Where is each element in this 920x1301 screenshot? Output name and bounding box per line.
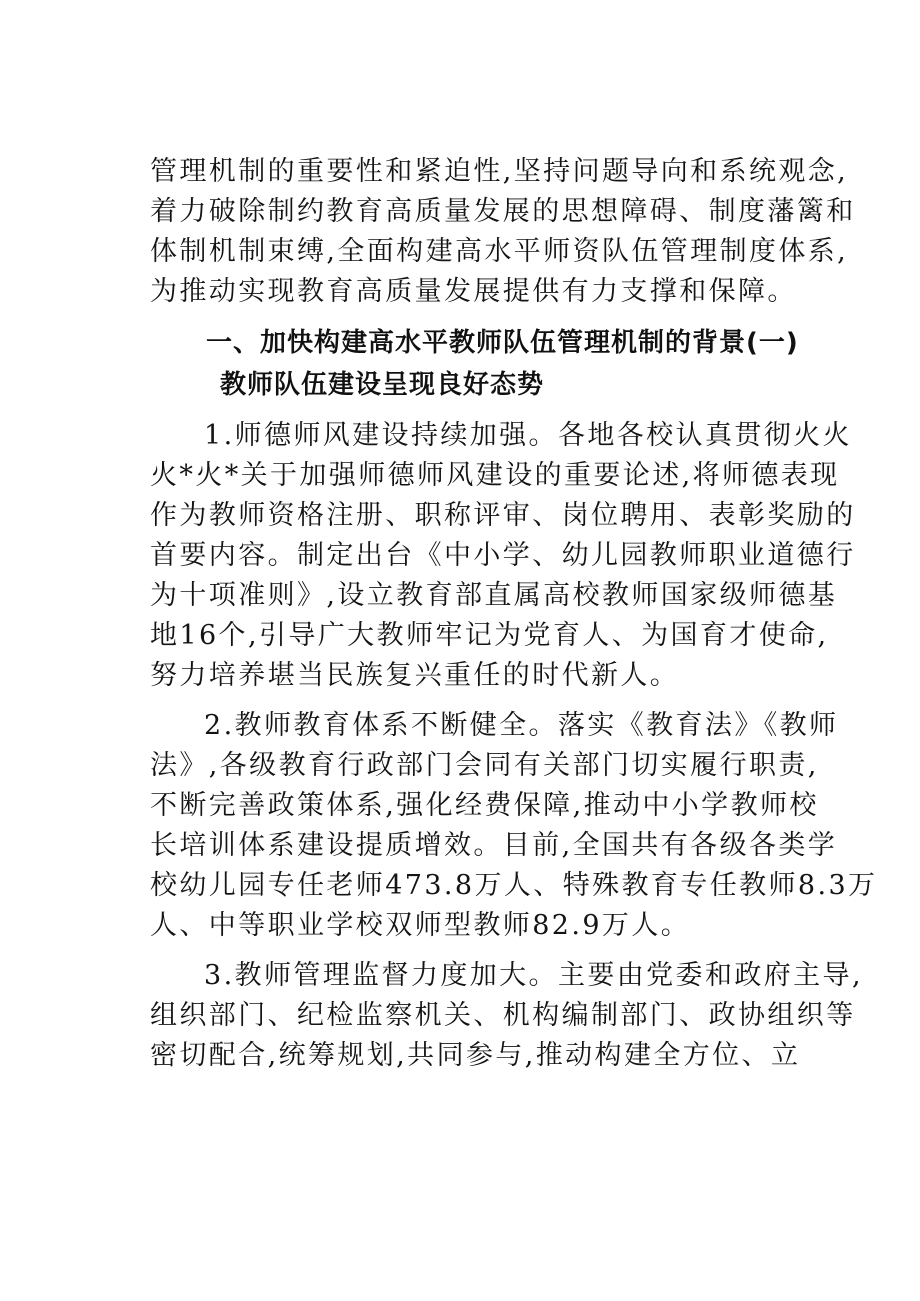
text-line: 火*火*关于加强师德师风建设的重要论述,将师德表现 — [150, 460, 840, 491]
section-heading-line-2: 教师队伍建设呈现良好态势 — [220, 370, 545, 400]
text-line: 地16个,引导广大教师牢记为党育人、为国育才使命, — [150, 620, 829, 651]
text-line: 1.师德师风建设持续加强。各地各校认真贯彻火火 — [204, 420, 852, 451]
text-line: 校幼儿园专任老师473.8万人、特殊教育专任教师8.3万 — [150, 870, 878, 901]
text-line: 法》,各级教育行政部门会同有关部门切实履行职责, — [150, 750, 819, 781]
text-line: 努力培养堪当民族复兴重任的时代新人。 — [150, 660, 680, 691]
paragraph-3 — [150, 956, 863, 1076]
text-line: 作为教师资格注册、职称评审、岗位聘用、表彰奖励的 — [150, 500, 856, 531]
paragraph-2 — [150, 706, 878, 946]
intro-paragraph — [150, 152, 856, 312]
text-line: 长培训体系建设提质增效。目前,全国共有各级各类学 — [150, 830, 838, 861]
text-line: 体制机制束缚,全面构建高水平师资队伍管理制度体系, — [150, 236, 849, 267]
section-heading — [150, 322, 799, 406]
text-line: 着力破除制约教育高质量发展的思想障碍、制度藩篱和 — [150, 196, 856, 227]
text-line: 首要内容。制定出台《中小学、幼儿园教师职业道德行 — [150, 540, 856, 571]
text-line: 密切配合,统筹规划,共同参与,推动构建全方位、立 — [150, 1040, 801, 1071]
text-line: 组织部门、纪检监察机关、机构编制部门、政协组织等 — [150, 1000, 856, 1031]
paragraph-1 — [150, 416, 856, 696]
text-line: 为推动实现教育高质量发展提供有力支撑和保障。 — [150, 276, 797, 307]
section-heading-line-1: 一、加快构建高水平教师队伍管理机制的背景(一) — [206, 328, 799, 358]
text-line: 不断完善政策体系,强化经费保障,推动中小学教师校 — [150, 790, 819, 821]
text-line: 为十项准则》,设立教育部直属高校教师国家级师德基 — [150, 580, 838, 611]
text-line: 人、中等职业学校双师型教师82.9万人。 — [150, 910, 691, 941]
document-body — [150, 152, 878, 1076]
text-line: 2.教师教育体系不断健全。落实《教育法》《教师 — [204, 710, 839, 741]
text-line: 管理机制的重要性和紧迫性,坚持问题导向和系统观念, — [150, 156, 849, 187]
text-line: 3.教师管理监督力度加大。主要由党委和政府主导, — [204, 960, 863, 991]
